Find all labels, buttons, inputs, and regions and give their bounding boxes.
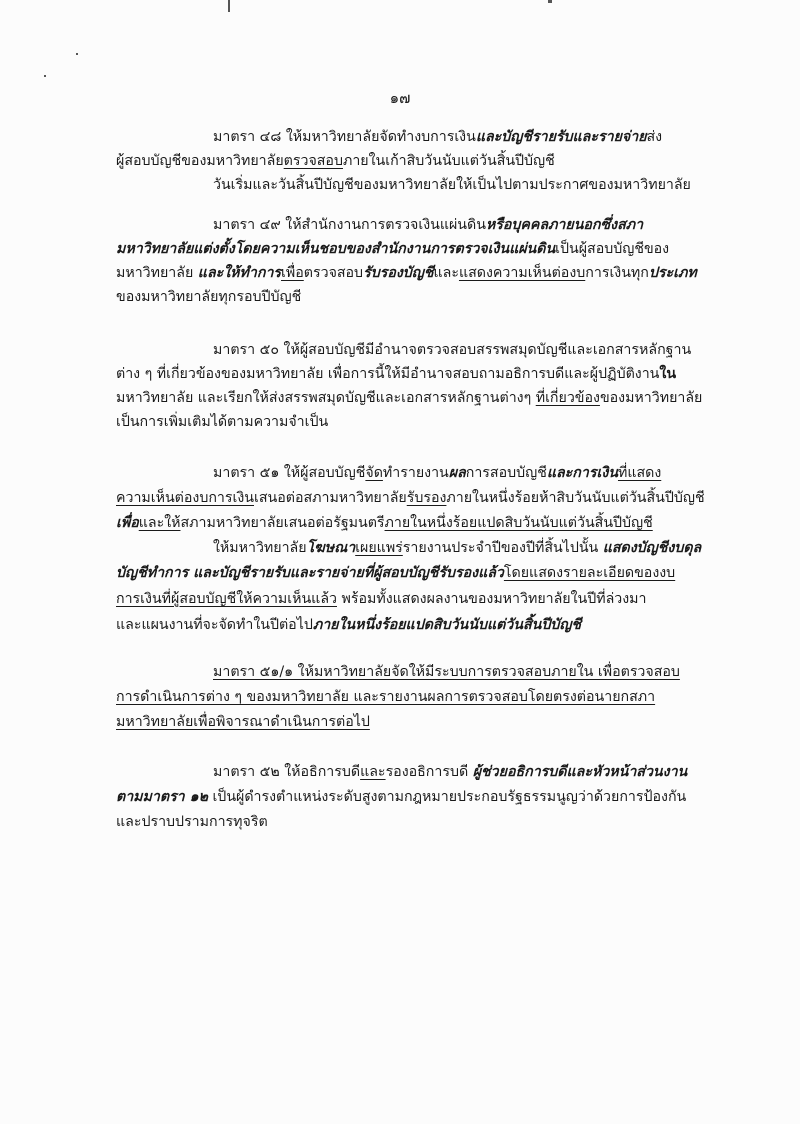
text-run: ความเห็นต่องบการเงิน	[116, 490, 254, 506]
section-51-1-line-3	[116, 711, 370, 735]
text-run: มหาวิทยาลัยแต่งตั้งโดยความเห็นชอบของสำนักงานการตรวจเงินแผ่นดิน	[116, 241, 556, 257]
section-48-line-2	[116, 150, 555, 174]
scan-mark-top	[228, 0, 230, 12]
section-51-1-line-1	[213, 661, 680, 685]
text-run: มาตรา ๔๙ ให้สำนักงานการตรวจเงินแผ่นดิน	[213, 217, 486, 233]
text-run: การเงินที่ผู้สอบบัญชีให้ความเห็นแล้ว	[116, 591, 337, 607]
section-52-line-1	[213, 761, 687, 785]
text-run: ของมหาวิทยาลัย	[599, 390, 703, 406]
text-run: จัด	[365, 465, 383, 481]
text-run: ใน	[659, 366, 677, 382]
text-run: ตามมาตรา ๑๒	[116, 789, 208, 805]
scan-dot-2	[44, 75, 46, 77]
text-run: และ	[433, 265, 459, 281]
text-run: ผู้ช่วยอธิการบดีและหัวหน้าส่วนงาน	[472, 764, 688, 780]
text-run: และ	[360, 764, 386, 780]
text-run: พร้อมทั้งแสดงผลงานของมหาวิทยาลัยในปีที่ล่วงมา	[337, 591, 647, 607]
text-run: ภายในหนึ่งร้อยแปดสิบวันนับแต่วันสิ้นปีบัญชี	[312, 617, 582, 633]
text-run: วันเริ่มและวันสิ้นปีบัญชีของมหาวิทยาลัยให้เป็นไปตามประกาศของมหาวิทยาลัย	[213, 177, 691, 193]
text-run: การสอบบัญชี	[465, 465, 547, 481]
text-run: เผยแพร่	[355, 540, 403, 556]
text-run: และแผนงานที่จะจัดทำในปีต่อไป	[116, 617, 313, 633]
text-run: การดำเนินการต่าง ๆ ของมหาวิทยาลัย และรายงานผลการตรวจสอบโดยตรงต่อนายกสภา	[116, 689, 656, 705]
section-51-line-1	[213, 462, 661, 486]
section-50-line-3	[116, 387, 702, 411]
text-run: แสดงความเห็นต่องบ	[458, 265, 586, 281]
text-run: เป็นผู้ดำรงตำแหน่งระดับสูงตามกฎหมายประกอบรัฐธรรมนูญว่าด้วยการป้องกัน	[207, 789, 687, 805]
text-run: และให้	[138, 515, 181, 531]
text-run: รองอธิการบดี	[385, 764, 473, 780]
text-run: บัญชีทำการ และบัญชีรายรับและรายจ่ายที่ผู้สอบบัญชีรับรองแล้ว	[116, 565, 504, 581]
section-52-line-3	[116, 811, 268, 835]
text-run: ของมหาวิทยาลัยทุกรอบปีบัญชี	[116, 289, 302, 305]
section-50-line-2	[116, 363, 676, 387]
text-run: มาตรา ๕๑ ให้ผู้สอบบัญชี	[213, 465, 366, 481]
section-48-line-1	[213, 126, 662, 150]
text-run: และให้ทำการ	[197, 265, 282, 281]
text-run: รายงานประจำปีของปีที่สิ้นไปนั้น	[402, 540, 603, 556]
text-run: เพื่อ	[281, 265, 304, 281]
section-49-line-2	[116, 238, 669, 262]
scan-dot-1	[76, 53, 78, 55]
section-51-line-3	[116, 512, 653, 536]
text-run: เพื่อ	[116, 515, 139, 531]
text-run: ทำรายงาน	[382, 465, 449, 481]
text-run: เป็นผู้สอบบัญชีของ	[555, 241, 670, 257]
text-run: ภายในหนึ่งร้อยแปดสิบวันนับแต่วันสิ้นปีบัญชี	[384, 515, 653, 531]
text-run: มหาวิทยาลัย	[116, 265, 198, 281]
page-number: ๑๗	[389, 89, 411, 107]
text-run: ต่าง ๆ ที่เกี่ยวข้องของมหาวิทยาลัย เพื่อการนี้ให้มีอำนาจสอบถามอธิการบดีและผู้ปฏิบัติงาน	[116, 366, 660, 382]
text-run: เป็นการเพิ่มเติมได้ตามความจำเป็น	[116, 414, 329, 430]
text-run: มหาวิทยาลัยเพื่อพิจารณาดำเนินการต่อไป	[116, 714, 370, 730]
section-49-line-4	[116, 286, 301, 310]
text-run: รับรองบัญชี	[363, 265, 434, 281]
text-run: สภามหาวิทยาลัยเสนอต่อรัฐมนตรี	[180, 515, 385, 531]
section-51-line-5	[116, 562, 675, 586]
text-run: รับรอง	[406, 490, 447, 506]
section-51-line-4	[213, 537, 701, 561]
text-run: ตรวจสอบ	[283, 153, 343, 169]
text-run: โดยแสดงรายละเอียดของงบ	[503, 565, 676, 581]
section-50-line-4	[116, 411, 328, 435]
section-51-line-7	[116, 614, 581, 638]
section-52-line-2	[116, 786, 686, 810]
text-run: แสดงบัญชีงบดุล	[602, 540, 702, 556]
section-48-line-3	[213, 174, 691, 198]
scan-mark-top-right	[548, 0, 552, 3]
text-run: ให้มหาวิทยาลัย	[213, 540, 307, 556]
text-run: และการเงิน	[546, 465, 618, 481]
text-run: และปราบปรามการทุจริต	[116, 814, 268, 830]
text-run: ภายในเก้าสิบวันนับแต่วันสิ้นปีบัญชี	[342, 153, 555, 169]
text-run: มหาวิทยาลัย และเรียกให้ส่งสรรพสมุดบัญชีและเอกสารหลักฐานต่างๆ	[116, 390, 536, 406]
text-run: ส่ง	[646, 129, 663, 145]
text-run: เสนอต่อสภามหาวิทยาลัย	[254, 490, 407, 506]
text-run: ที่แสดง	[617, 465, 662, 481]
section-51-line-2	[116, 487, 705, 511]
section-49-line-1	[213, 214, 643, 238]
text-run: มาตรา ๕๒ ให้อธิการบดี	[213, 764, 361, 780]
text-run: ตรวจสอบ	[303, 265, 364, 281]
text-run: การเงินทุก	[585, 265, 649, 281]
text-run: และบัญชีรายรับและรายจ่าย	[475, 129, 647, 145]
section-51-1-line-2	[116, 686, 655, 710]
section-50-line-1	[213, 339, 691, 363]
text-run: ผล	[448, 465, 466, 481]
text-run: ผู้สอบบัญชีของมหาวิทยาลัย	[116, 153, 284, 169]
text-run: มาตรา ๔๘ ให้มหาวิทยาลัยจัดทำงบการเงิน	[213, 129, 476, 145]
text-run: ภายในหนึ่งร้อยห้าสิบวันนับแต่วันสิ้นปีบัญชี	[446, 490, 705, 506]
text-run: มาตรา ๕๑/๑ ให้มหาวิทยาลัยจัดให้มีระบบการตรวจสอบภายใน เพื่อตรวจสอบ	[213, 664, 680, 680]
text-run: มาตรา ๕๐ ให้ผู้สอบบัญชีมีอำนาจตรวจสอบสรรพสมุดบัญชีและเอกสารหลักฐาน	[213, 342, 692, 358]
text-run: ที่เกี่ยวข้อง	[535, 390, 600, 406]
section-49-line-3	[116, 262, 697, 286]
text-run: ประเภท	[648, 265, 697, 281]
text-run: โฆษณา	[306, 540, 356, 556]
text-run: หรือบุคคลภายนอกซึ่งสภา	[485, 217, 644, 233]
section-51-line-6	[116, 588, 647, 612]
